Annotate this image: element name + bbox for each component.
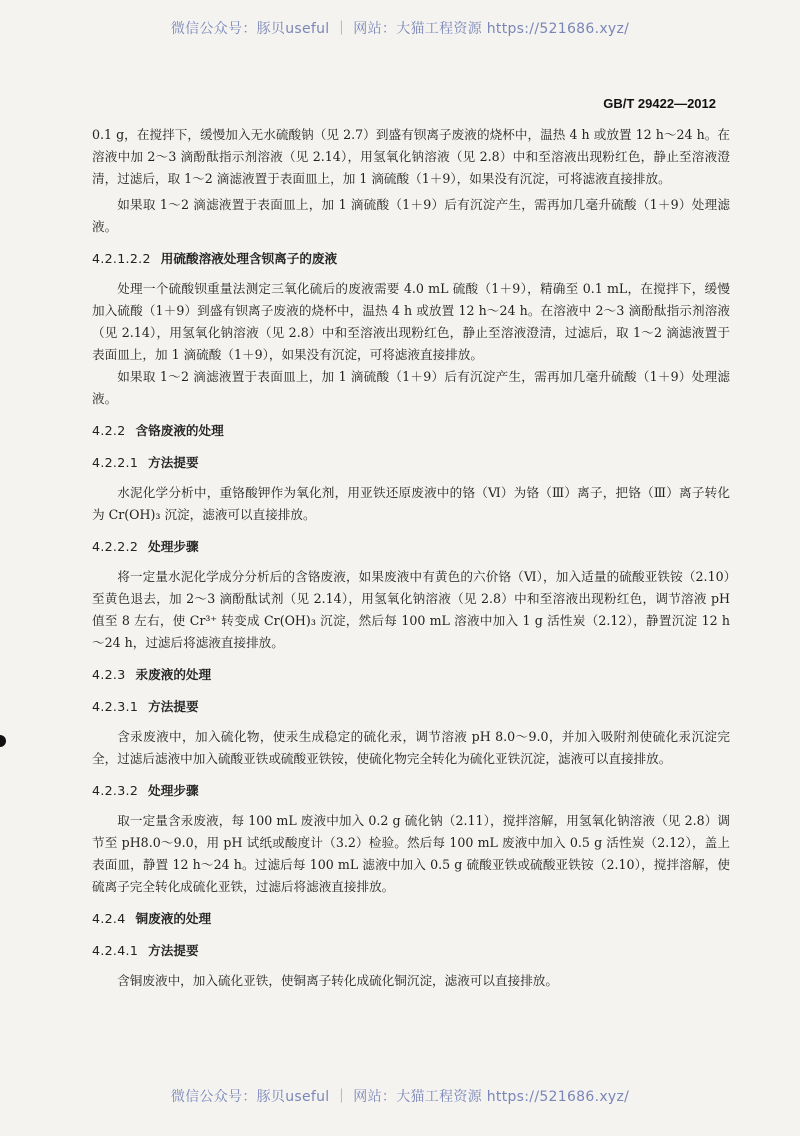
section-title: 方法提要 bbox=[148, 699, 199, 714]
section-heading bbox=[92, 780, 730, 802]
section-heading bbox=[92, 696, 730, 718]
watermark-bottom: 微信公众号：豚贝useful ｜ 网站：大猫工程资源 https://521686.xyz/ bbox=[170, 1089, 630, 1105]
section-heading bbox=[92, 940, 730, 962]
paragraph: 含铜废液中，加入硫化亚铁，使铜离子转化成硫化铜沉淀，滤液可以直接排放。 bbox=[117, 973, 558, 988]
section-heading bbox=[92, 908, 730, 930]
section-heading bbox=[92, 536, 730, 558]
section-number: 4.2.4.1 bbox=[92, 943, 139, 958]
paragraph: 含汞废液中，加入硫化物，使汞生成稳定的硫化汞，调节溶液 pH 8.0～9.0，并加入吸附剂使硫化汞沉淀完全，过滤后滤液中加入硫酸亚铁或硫酸亚铁铵，使硫化物完全转化为硫化亚铁沉淀，滤液可以直接排放。 bbox=[92, 729, 730, 766]
paragraph: 将一定量水泥化学成分分析后的含铬废液，如果废液中有黄色的六价铬（Ⅵ），加入适量的硫酸亚铁铵（2.10）至黄色退去，加 2～3 滴酚酞试剂（见 2.14），用氢氧化钠溶液（见 2.8）中和至溶液出现粉红色，调节溶液 pH 值至 8 左右，使 Cr³⁺ 转变成 Cr(OH)₃ 沉淀，然后每 100 mL 溶液中加入 1 g 活性炭（2.12），静置沉淀 12 h～24 h，过滤后将滤液直接排放。 bbox=[92, 569, 730, 650]
paragraph: 处理一个硫酸钡重量法测定三氧化硫后的废液需要 4.0 mL 硫酸（1＋9），精确至 0.1 mL，在搅拌下，缓慢加入硫酸（1＋9）到盛有钡离子废液的烧杯中，温热 4 h 或放置 12 h～24 h。在溶液中 2～3 滴酚酞指示剂溶液（见 2.14），用氢氧化钠溶液（见 2.8）中和至溶液出现粉红色，静止至溶液澄清，过滤后，取 1～2 滴滤液置于表面皿上，加 1 滴硫酸（1＋9），如果没有沉淀，可将滤液直接排放。 bbox=[92, 281, 730, 362]
section-title: 处理步骤 bbox=[148, 539, 199, 554]
standard-code: GB/T 29422—2012 bbox=[603, 96, 716, 111]
section-heading bbox=[92, 248, 730, 270]
paragraph: 取一定量含汞废液，每 100 mL 废液中加入 0.2 g 硫化钠（2.11），搅拌溶解，用氢氧化钠溶液（见 2.8）调节至 pH8.0～9.0，用 pH 试纸或酸度计（3.2）检验。然后每 100 mL 废液中加入 0.5 g 活性炭（2.12），盖上表面皿，静置 12 h～24 h。过滤后每 100 mL 滤液中加入 0.5 g 硫酸亚铁或硫酸亚铁铵（2.10），搅拌溶解，使硫离子完全转化成硫化亚铁，过滤后将滤液直接排放。 bbox=[92, 813, 730, 894]
section-title: 用硫酸溶液处理含钡离子的废液 bbox=[160, 251, 338, 266]
section-number: 4.2.4 bbox=[92, 911, 126, 926]
section-title: 处理步骤 bbox=[148, 783, 199, 798]
section-title: 方法提要 bbox=[148, 455, 199, 470]
section-number: 4.2.3 bbox=[92, 667, 126, 682]
section-title: 汞废液的处理 bbox=[135, 667, 212, 682]
section-number: 4.2.3.2 bbox=[92, 783, 139, 798]
paragraph: 水泥化学分析中，重铬酸钾作为氧化剂，用亚铁还原废液中的铬（Ⅵ）为铬（Ⅲ）离子，把铬（Ⅲ）离子转化为 Cr(OH)₃ 沉淀，滤液可以直接排放。 bbox=[92, 485, 730, 522]
section-title: 方法提要 bbox=[148, 943, 199, 958]
section-number: 4.2.3.1 bbox=[92, 699, 139, 714]
paragraph: 如果取 1～2 滴滤液置于表面皿上，加 1 滴硫酸（1＋9）后有沉淀产生，需再加几毫升硫酸（1＋9）处理滤液。 bbox=[92, 197, 730, 234]
scan-edge-mark bbox=[0, 735, 6, 747]
section-number: 4.2.1.2.2 bbox=[92, 251, 151, 266]
document-body bbox=[92, 124, 730, 992]
paragraph: 0.1 g，在搅拌下，缓慢加入无水硫酸钠（见 2.7）到盛有钡离子废液的烧杯中，温热 4 h 或放置 12 h～24 h。在溶液中加 2～3 滴酚酞指示剂溶液（见 2.14），用氢氧化钠溶液（见 2.8）中和至溶液出现粉红色，静止至溶液澄清，过滤后，取 1～2 滴滤液置于表面皿上，加 1 滴硫酸（1＋9），如果没有沉淀，可将滤液直接排放。 bbox=[92, 127, 730, 186]
section-title: 铜废液的处理 bbox=[135, 911, 212, 926]
section-heading bbox=[92, 452, 730, 474]
watermark-top: 微信公众号：豚贝useful ｜ 网站：大猫工程资源 https://521686.xyz/ bbox=[170, 21, 630, 37]
section-title: 含铬废液的处理 bbox=[135, 423, 224, 438]
section-number: 4.2.2.1 bbox=[92, 455, 139, 470]
section-number: 4.2.2.2 bbox=[92, 539, 139, 554]
section-heading bbox=[92, 664, 730, 686]
section-heading bbox=[92, 420, 730, 442]
section-number: 4.2.2 bbox=[92, 423, 126, 438]
paragraph: 如果取 1～2 滴滤液置于表面皿上，加 1 滴硫酸（1＋9）后有沉淀产生，需再加几毫升硫酸（1＋9）处理滤液。 bbox=[92, 369, 730, 406]
